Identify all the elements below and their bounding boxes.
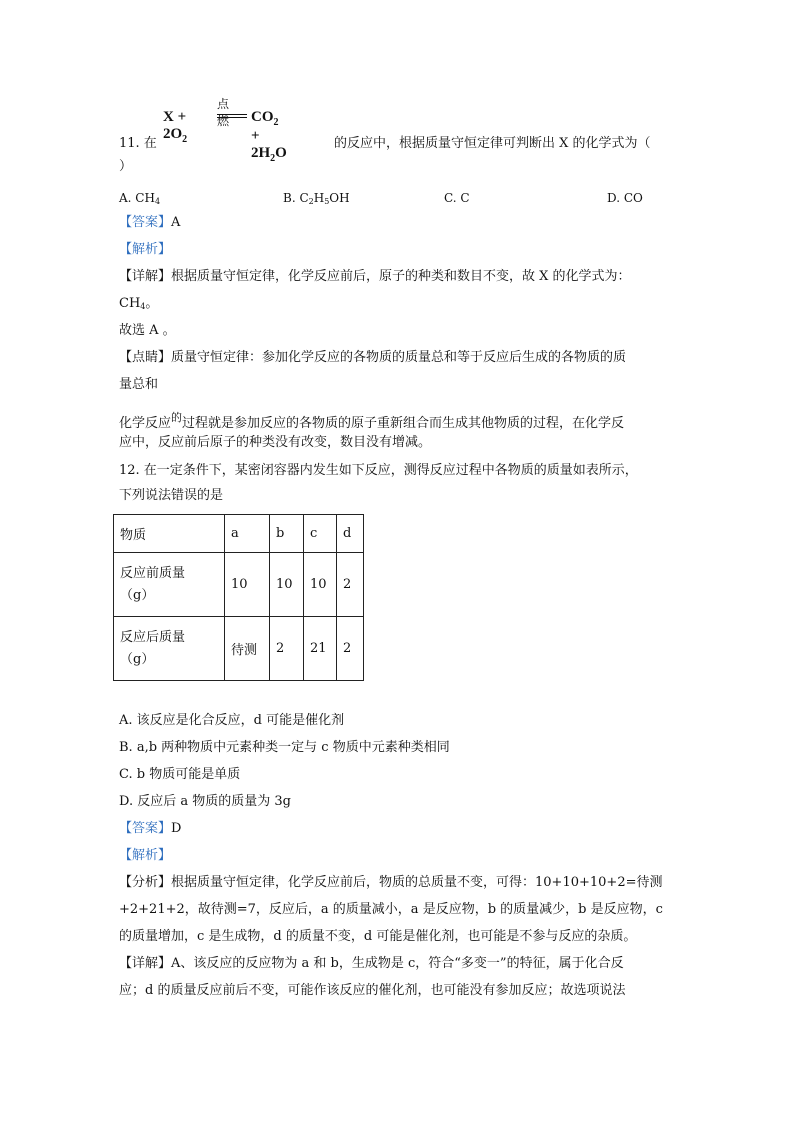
q11-comment-line2: 量总和 <box>119 377 159 392</box>
table-cell: 10 <box>304 553 337 617</box>
table-header: d <box>337 515 364 553</box>
q11-option-d: D. CO <box>607 191 643 205</box>
q11-option-b: B. $C_2H_5OH$ <box>283 191 350 206</box>
table-row <box>114 617 364 681</box>
q11-choose: 故选 A 。 <box>119 323 176 338</box>
q12-answer: 【答案】D <box>119 821 182 836</box>
table-cell: 10 <box>225 553 270 617</box>
table-cell: 待测 <box>225 617 270 681</box>
q12-analyze-line3: 的质量增加，c 是生成物，d 的质量不变，d 可能是催化剂，也可能是不参与反应的杂质。 <box>119 929 637 944</box>
q12-option-b: B. a,b 两种物质中元素种类一定与 c 物质中元素种类相同 <box>119 740 450 755</box>
q11-option-a: A. $CH_4$ <box>119 191 161 206</box>
q11-comment-line4: 应中，反应前后原子的种类没有改变，数目没有增减。 <box>119 435 432 450</box>
table-header: b <box>270 515 304 553</box>
table-cell: 2 <box>337 617 364 681</box>
table-cell: 10 <box>270 553 304 617</box>
q12-stem: 12. 在一定条件下，某密闭容器内发生如下反应，测得反应过程中各物质的质量如表所示， <box>119 463 638 478</box>
q11-comment: 【点睛】质量守恒定律：参加化学反应的各物质的质量总和等于反应后生成的各物质的质 <box>119 350 627 365</box>
q12-detail-line2: 应；d 的质量反应前后不变，可能作该反应的催化剂，也可能没有参加反应；故选项说法 <box>119 983 626 998</box>
q11-number: 11. 在 <box>119 136 157 151</box>
q12-option-c: C. b 物质可能是单质 <box>119 767 241 782</box>
equation-left: $X + 2O_2$ <box>163 109 188 145</box>
equation-arrow <box>217 114 247 118</box>
table-header: 物质 <box>114 515 225 553</box>
q12-analysis-tag: 【解析】 <box>119 848 172 863</box>
equation-right: $CO_2 + 2H_2O$ <box>251 109 287 164</box>
q11-analysis-tag: 【解析】 <box>119 242 172 257</box>
q12-option-d: D. 反应后 a 物质的质量为 3g <box>119 794 291 809</box>
q12-analyze-line2: +2+21+2，故待测=7，反应后，a 的质量减小，a 是反应物，b 的质量减少，b 是反应物，c <box>119 902 663 917</box>
table-cell: 21 <box>304 617 337 681</box>
q11-comment-line3: 化学反应$^的$过程就是参加反应的各物质的原子重新组合而生成其他物质的过程，在化学反 <box>119 411 625 431</box>
q12-detail: 【详解】A、该反应的反应物为 a 和 b，生成物是 c，符合“多变一”的特征，属于化合反 <box>119 956 624 971</box>
q12-analyze: 【分析】根据质量守恒定律，化学反应前后，物质的总质量不变，可得：10+10+10+2=待测 <box>119 875 663 890</box>
q11-stem-text: 的反应中，根据质量守恒定律可判断出 X 的化学式为（ <box>334 136 651 151</box>
q11-answer: 【答案】A <box>119 215 181 230</box>
q11-option-c: C. C <box>444 191 470 205</box>
table-header-row <box>114 515 364 553</box>
q11-detail: 【详解】根据质量守恒定律，化学反应前后，原子的种类和数目不变，故 X 的化学式为： <box>119 269 631 284</box>
table-header: c <box>304 515 337 553</box>
table-row <box>114 553 364 617</box>
table-cell: 2 <box>270 617 304 681</box>
table-row-label: 反应后质量 （g） <box>114 617 225 681</box>
q12-stem-line2: 下列说法错误的是 <box>119 488 224 503</box>
q11-detail-formula: $CH_4$。 <box>119 296 159 311</box>
reaction-condition: 点燃 <box>217 97 230 128</box>
q11-stem-end: ） <box>119 159 133 174</box>
table-row-label: 反应前质量 （g） <box>114 553 225 617</box>
q12-option-a: A. 该反应是化合反应，d 可能是催化剂 <box>119 713 345 728</box>
mass-table <box>113 514 364 681</box>
q11-stem <box>119 135 651 153</box>
table-header: a <box>225 515 270 553</box>
table-cell: 2 <box>337 553 364 617</box>
